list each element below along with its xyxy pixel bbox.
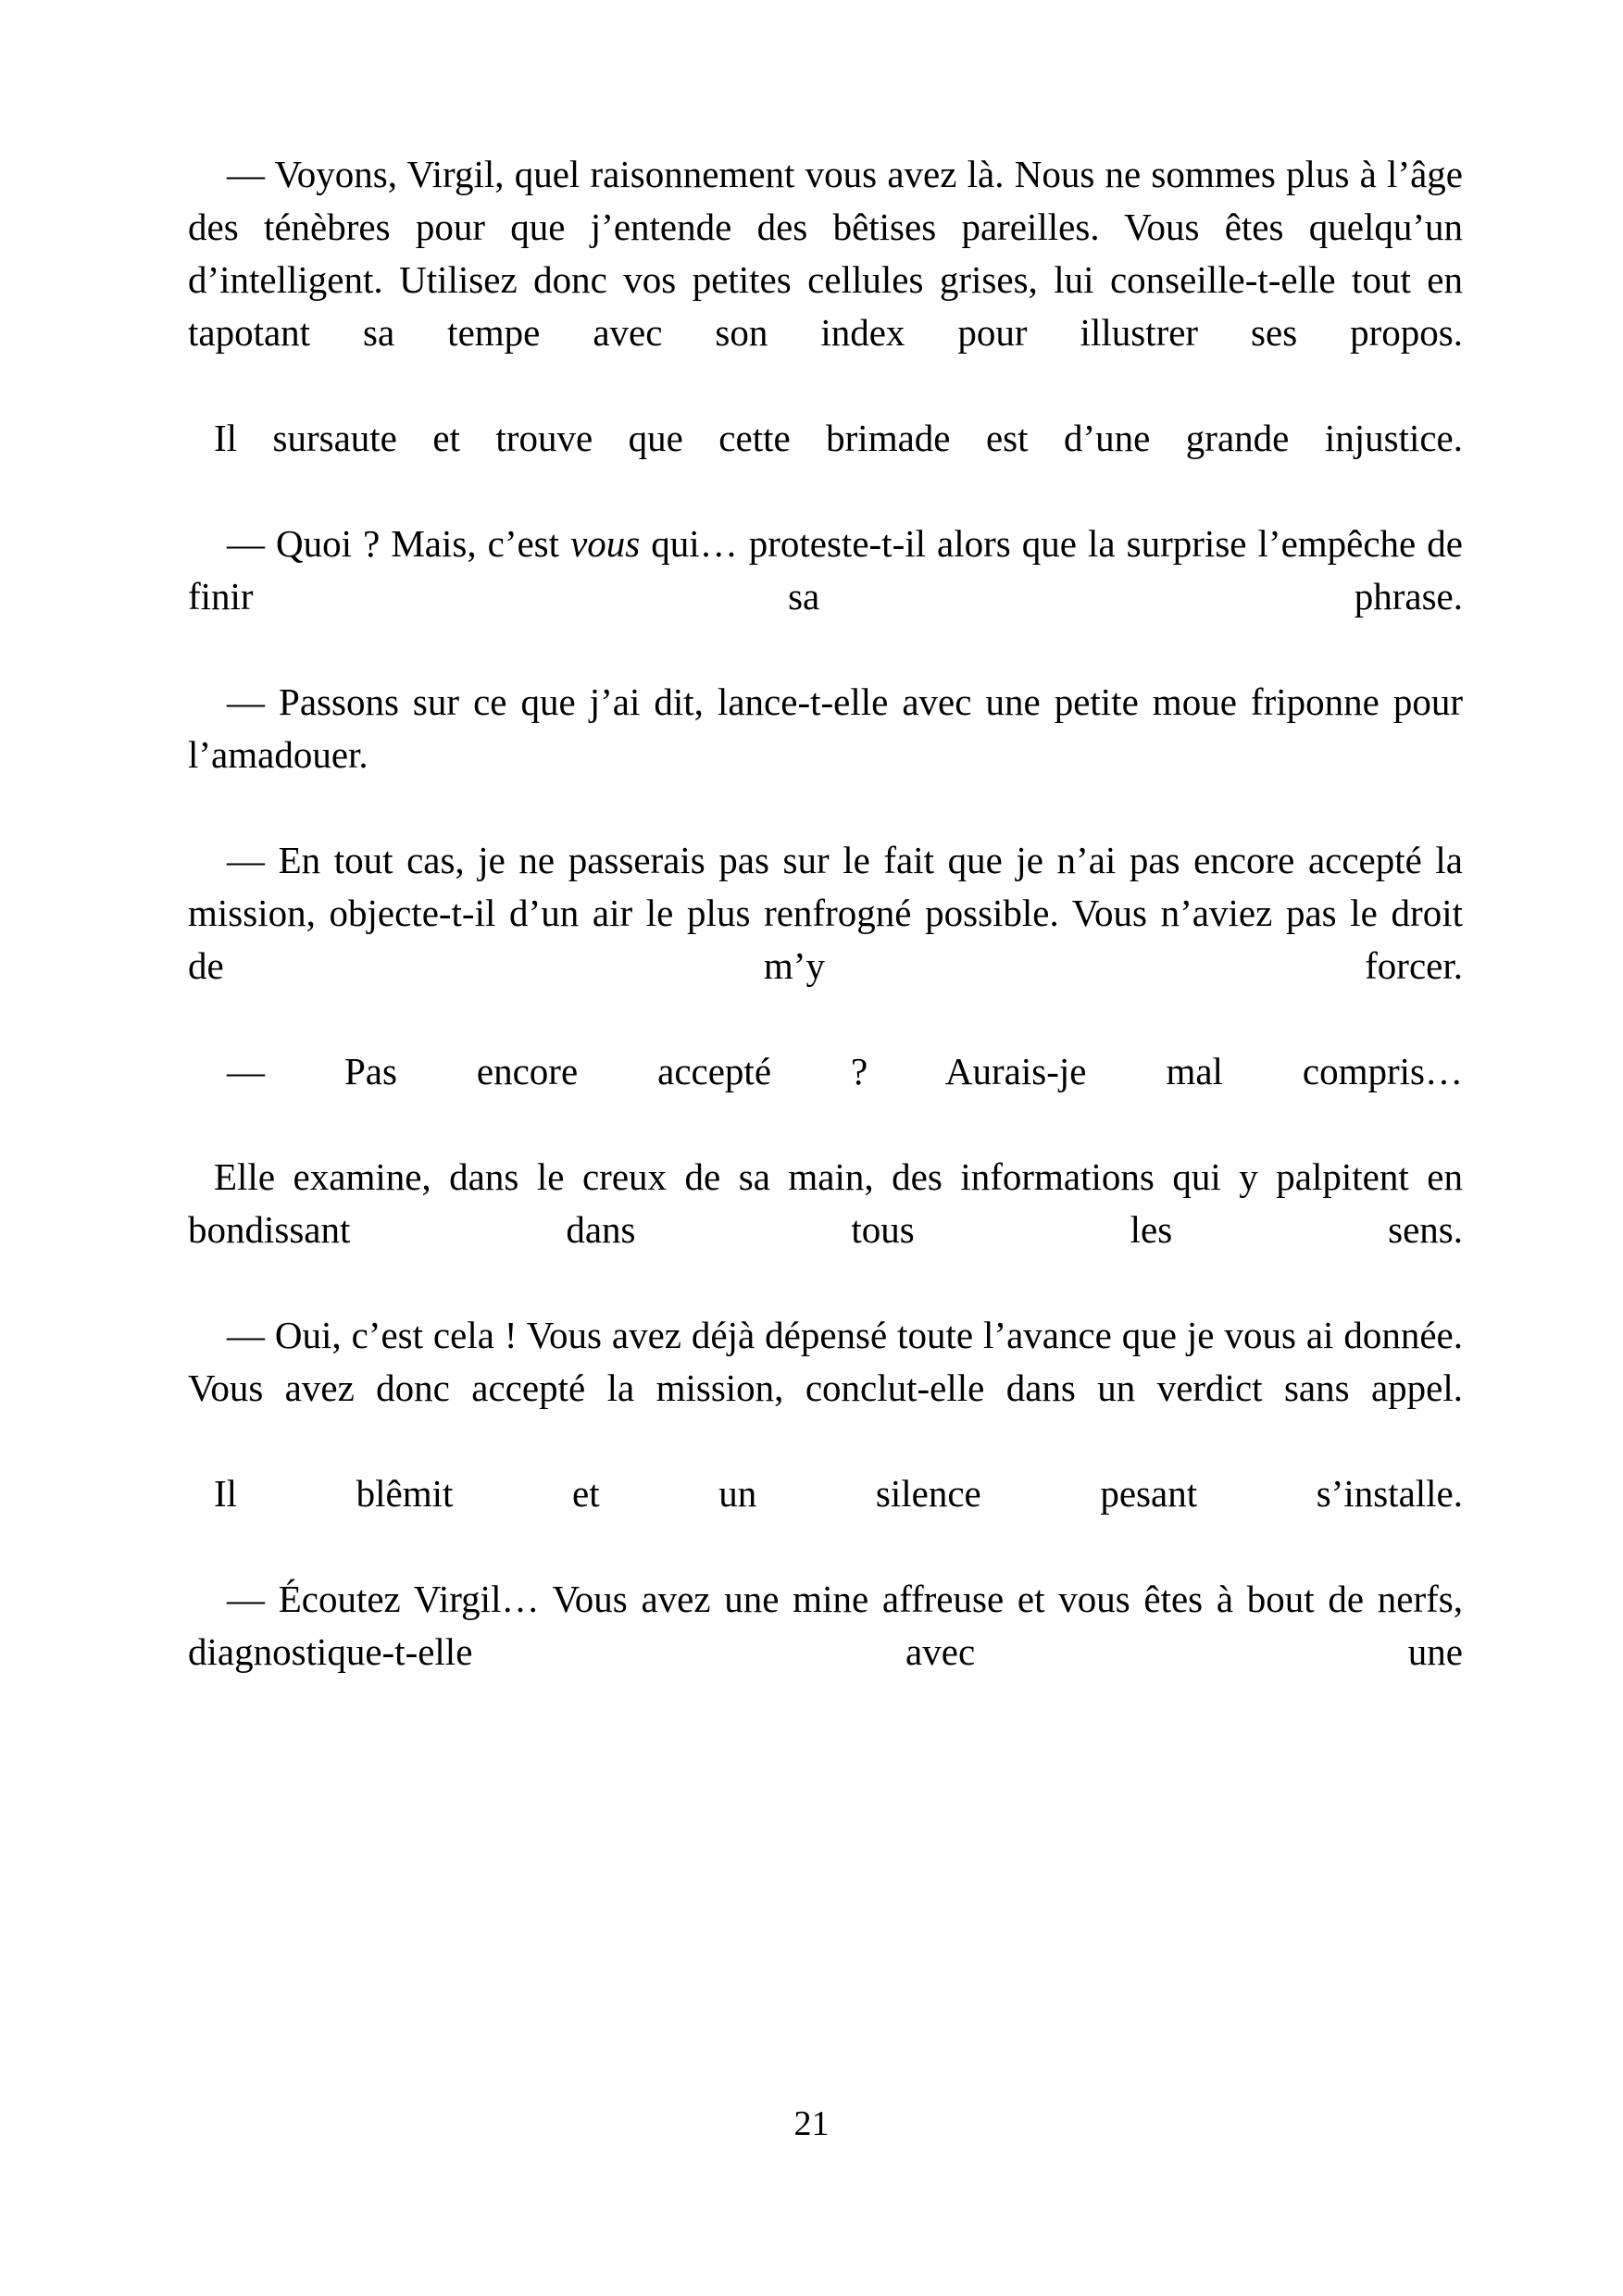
page-text-block — [188, 148, 1463, 1731]
paragraph — [188, 412, 1463, 518]
paragraph-text: Il blêmit et un silence pesant s’installe. — [214, 1472, 1463, 1515]
paragraph-text: — Passons sur ce que j’ai dit, lance-t-elle avec une petite moue friponne pour l’amadouer. — [188, 680, 1463, 776]
italic-emphasis: vous — [570, 522, 641, 565]
paragraph — [188, 676, 1463, 834]
page-number: 21 — [793, 2104, 830, 2143]
paragraph-text: — Oui, c’est cela ! Vous avez déjà dépensé toute l’avance que je vous ai donnée. Vous avez donc accepté la mission, conclut-elle dans un verdict sans appel. — [188, 1314, 1463, 1409]
paragraph — [188, 834, 1463, 1045]
paragraph-text: — Pas encore accepté ? Aurais-je mal compris… — [227, 1050, 1463, 1092]
paragraph-text: — Écoutez Virgil… Vous avez une mine affreuse et vous êtes à bout de nerfs, diagnostique-t-elle avec une — [188, 1578, 1463, 1673]
paragraph-text: — Voyons, Virgil, quel raisonnement vous avez là. Nous ne sommes plus à l’âge des ténèbres pour que j’entende des bêtises pareilles. Vous êtes quelqu’un d’intelligent. Utilisez donc vos petites cellules grises, lui conseille-t-elle tout en tapotant sa tempe avec son index pour illustrer ses propos. — [188, 153, 1463, 354]
paragraph-text: — Quoi ? Mais, c’est — [227, 522, 571, 565]
paragraph-text: — En tout cas, je ne passerais pas sur le fait que je n’ai pas encore accepté la mission, objecte-t-il d’un air le plus renfrogné possible. Vous n’aviez pas le droit de m’y forcer. — [188, 839, 1463, 987]
paragraph — [188, 1467, 1463, 1573]
paragraph-text-cont: qui… proteste-t-il alors que la surprise l’empêche de finir sa phrase. — [188, 522, 1463, 618]
paragraph-text: Elle examine, dans le creux de sa main, des informations qui y palpitent en bondissant dans tous les sens. — [188, 1155, 1463, 1251]
paragraph — [188, 518, 1463, 676]
paragraph — [188, 1151, 1463, 1309]
paragraph — [188, 1045, 1463, 1151]
paragraph-text: Il sursaute et trouve que cette brimade est d’une grande injustice. — [214, 417, 1463, 459]
paragraph — [188, 1573, 1463, 1731]
paragraph — [188, 1309, 1463, 1467]
paragraph — [188, 148, 1463, 412]
